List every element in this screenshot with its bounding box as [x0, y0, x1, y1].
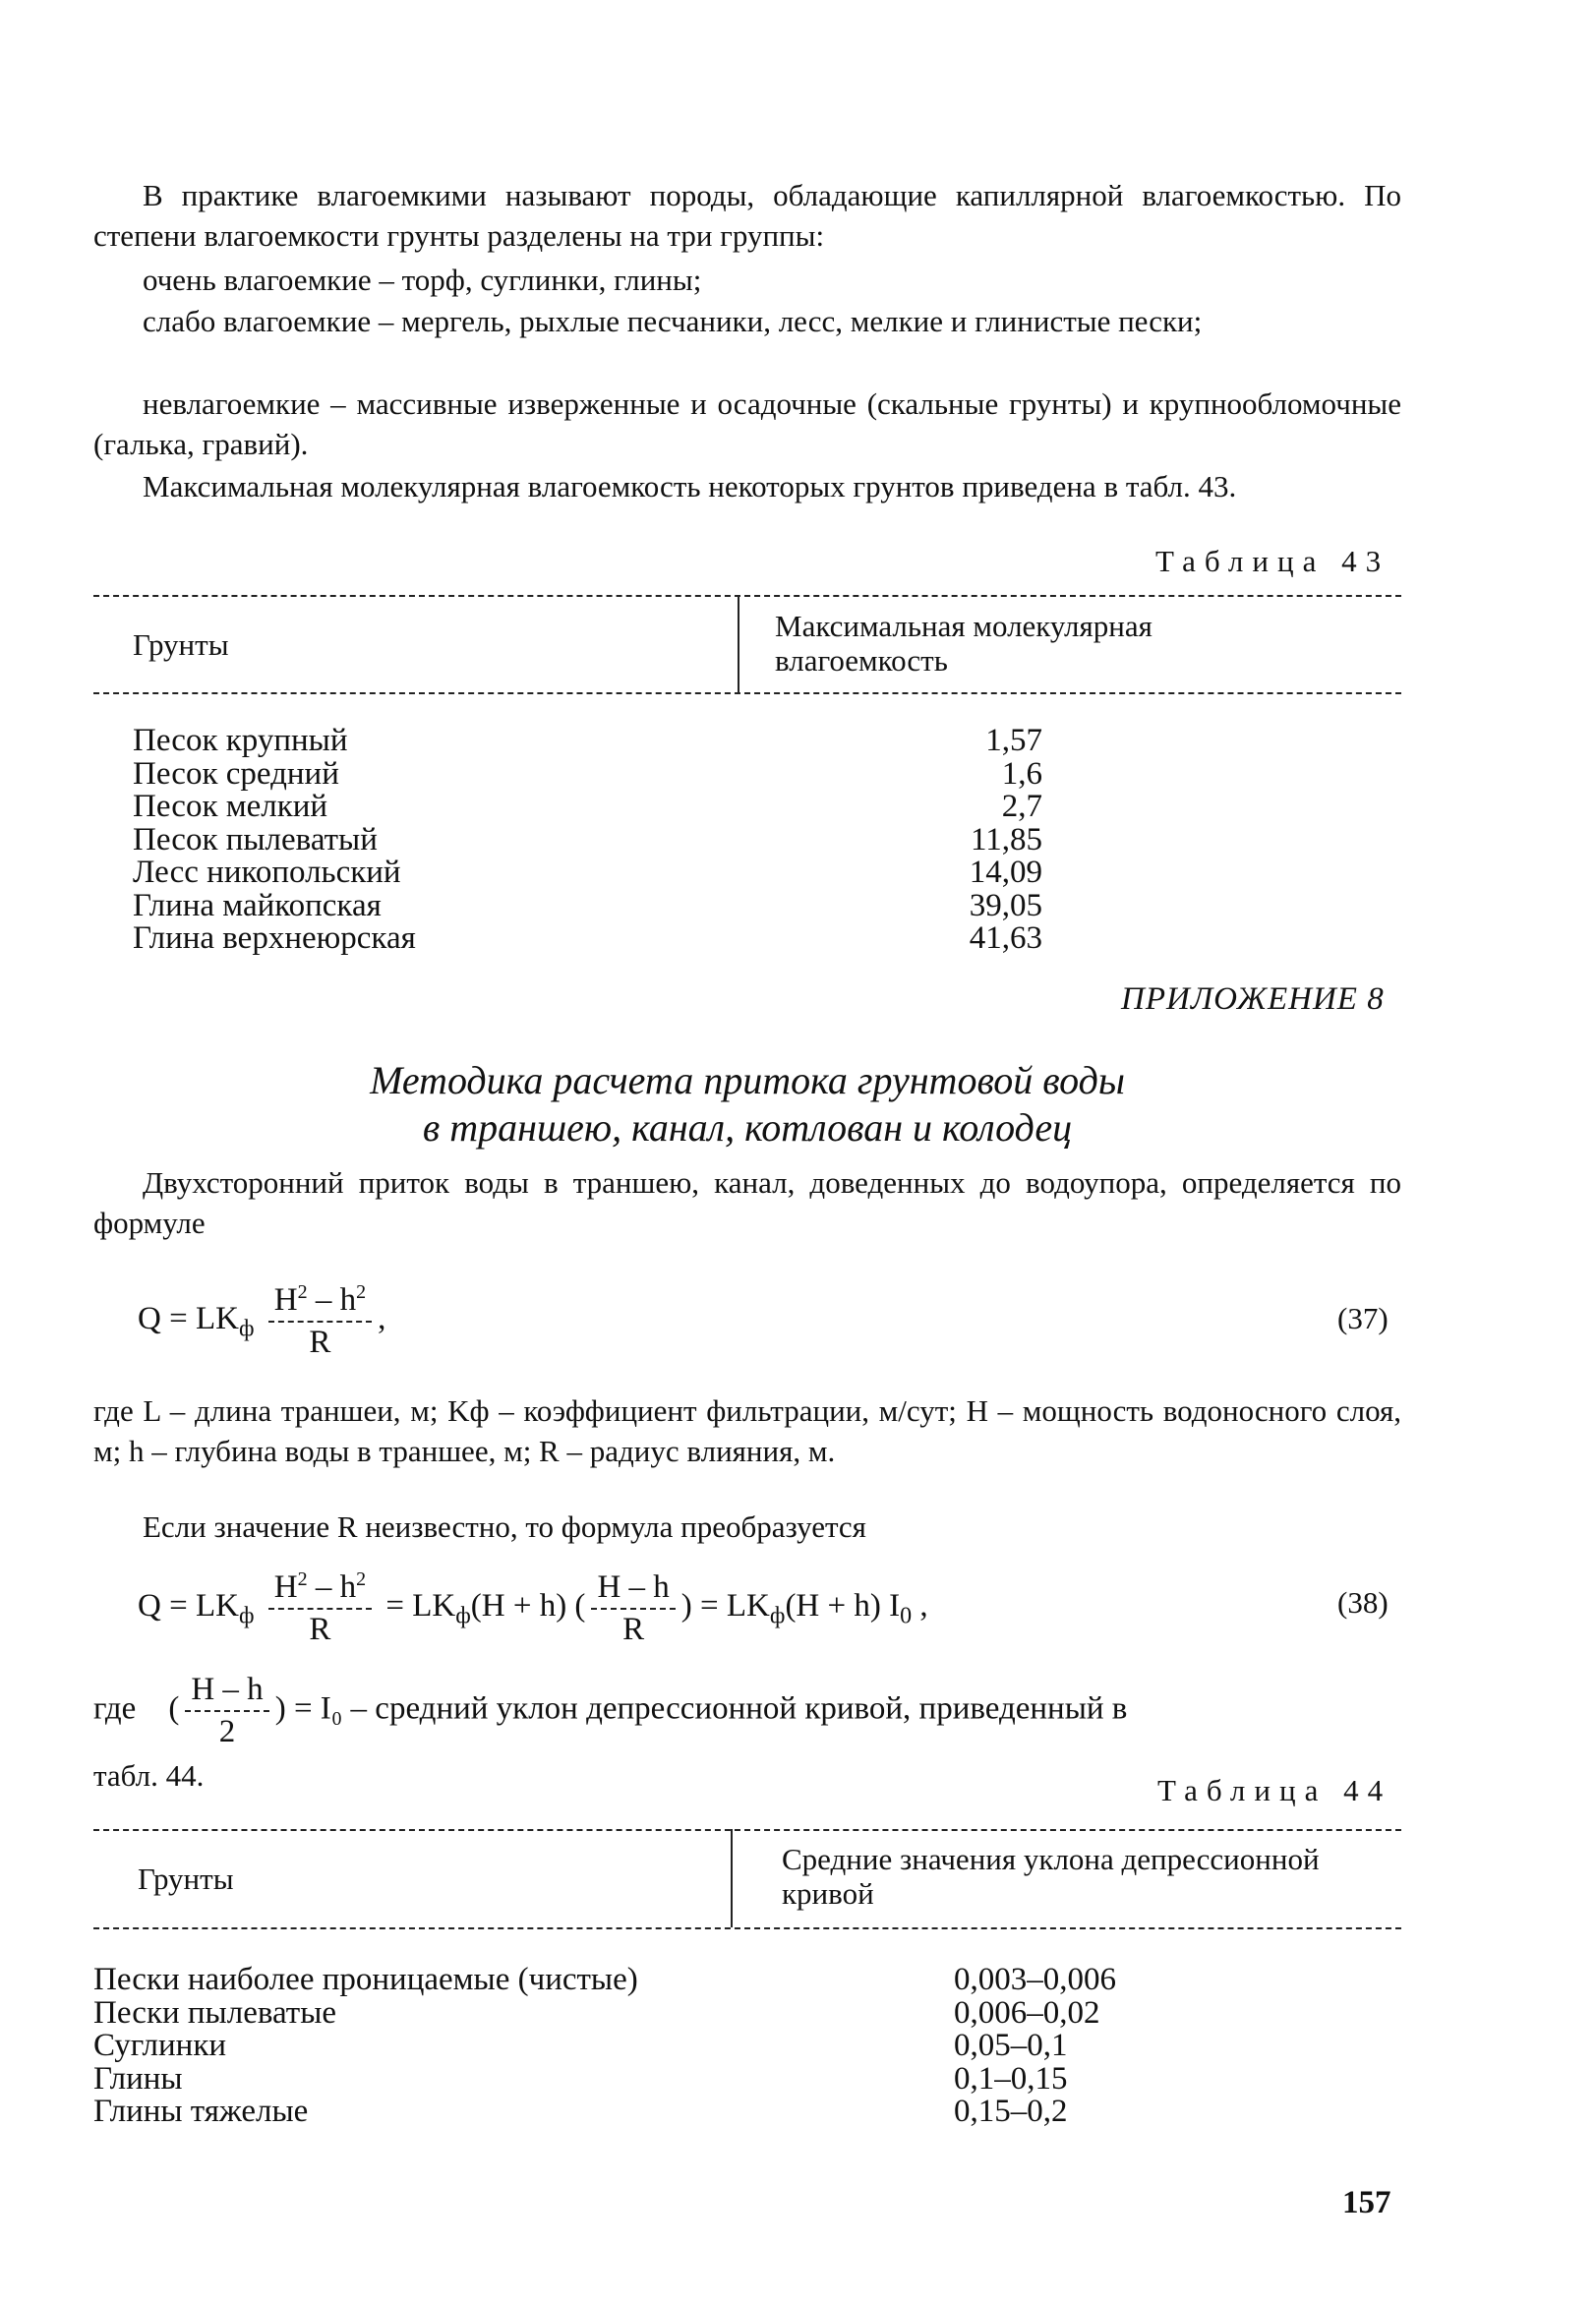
intro-paragraph-5: Максимальная молекулярная влагоемкость некоторых грунтов приведена в табл. 43. [143, 469, 1237, 503]
table-cell-value: 11,85 [970, 821, 1042, 857]
table-row: Пески наиболее проницаемые (чистые) [93, 1962, 638, 1997]
intro-paragraph-3: слабо влагоемкие – мергель, рыхлые песчаники, лесс, мелкие и глинистые пески; [143, 304, 1203, 338]
table-43-column-divider [738, 595, 739, 693]
table-43-soil-column [133, 725, 416, 956]
page-number: 157 [1342, 2185, 1391, 2220]
table-cell-value: 2,7 [1001, 789, 1042, 824]
method-paragraph-3: Если значение R неизвестно, то формула преобразуется [143, 1509, 866, 1544]
table-row: Песок средний [133, 755, 339, 792]
slope-definition: где ( $\frac{H - h}{2}$ ) = I₀ – средний уклон депрессионной кривой, приведенный в [93, 1672, 1128, 1749]
appendix-label: ПРИЛОЖЕНИЕ 8 [1121, 981, 1385, 1017]
table-43-title: Таблица 43 [1155, 544, 1390, 578]
table-cell-value: 0,15–0,2 [954, 2094, 1068, 2129]
intro-paragraph-2: очень влагоемкие – торф, суглинки, глины; [143, 263, 702, 297]
formula-38-fraction-2: $\frac{H - h}{R}$ [591, 1569, 675, 1648]
table-row: Глина майкопская [133, 887, 382, 923]
method-paragraph-2: где L – длина траншеи, м; Kф – коэффициент фильтрации, м/сут; H – мощность водоносного слоя, м; h – глубина воды в траншее, м; R – радиус влияния, м. [93, 1393, 1401, 1468]
appendix-title-line-2: в траншею, канал, котлован и колодец [422, 1105, 1073, 1150]
table-44-value-column [954, 1964, 1116, 2129]
equation-number-38: (38) [1337, 1585, 1389, 1620]
table-row: Суглинки [93, 2028, 227, 2063]
table-cell-value: 0,05–0,1 [954, 2028, 1068, 2063]
equation-number-37: (37) [1337, 1301, 1389, 1335]
method-paragraph-1: Двухсторонний приток воды в траншею, канал, доведенных до водоупора, определяется по формуле [93, 1165, 1401, 1240]
table-44-header-soils: Грунты [138, 1862, 234, 1896]
formula-38: $Q = LK_ф$ $\frac{H^2 - h^2}{R}$ = $LK_ф(H + h)$ ( $\frac{H - h}{R}$ ) = $LK_ф(H + h)$ $I_0$ , [138, 1568, 928, 1647]
table-cell-value: 41,63 [969, 920, 1042, 956]
table-44-top-rule [93, 1829, 1401, 1831]
slope-definition-text: = I₀ – средний уклон депрессионной кривой, приведенный в [293, 1690, 1128, 1727]
table-43-header-soils: Грунты [133, 627, 229, 662]
table-cell-value: 0,003–0,006 [954, 1962, 1116, 1997]
table-cell-value: 14,09 [969, 855, 1042, 890]
table-row: Лесс никопольский [133, 855, 401, 890]
table-44-header-slope: Средние значения уклона депрессионной кривой [782, 1842, 1320, 1911]
document-page [93, 0, 1401, 2305]
table-43-header-rule [93, 692, 1401, 694]
formula-37-fraction: $\frac{H^2 - h^2}{R}$ [268, 1281, 372, 1361]
table-row: Песок мелкий [133, 789, 328, 824]
table-cell-value: 1,57 [985, 723, 1042, 758]
table-row: Пески пылеватые [93, 1994, 337, 2031]
table-row: Глина верхнеюрская [133, 920, 416, 956]
table-43-header-capacity: Максимальная молекулярная влагоемкость [775, 609, 1153, 678]
table-row: Песок крупный [133, 723, 348, 758]
formula-37: $Q = LK_ф$ $\frac{H^2 - h^2}{R}$ , [138, 1281, 386, 1360]
table-43-top-rule [93, 595, 1401, 597]
table-cell-value: 0,006–0,02 [954, 1994, 1100, 2031]
table-cell-value: 1,6 [1001, 755, 1042, 792]
intro-paragraph-1: В практике влагоемкими называют породы, обладающие капиллярной влагоемкостью. По степени влагоемкости грунты разделены на три группы: [93, 178, 1401, 253]
slope-fraction: $\frac{H - h}{2}$ [185, 1672, 268, 1750]
formula-38-fraction-1: $\frac{H^2 - h^2}{R}$ [268, 1568, 372, 1648]
table-43-value-column [944, 725, 1042, 956]
table-row: Песок пылеватый [133, 821, 378, 857]
table-row: Глины тяжелые [93, 2094, 309, 2129]
table-44-column-divider [731, 1829, 733, 1927]
table-cell-value: 39,05 [969, 887, 1042, 923]
table-row: Глины [93, 2060, 183, 2097]
table-cell-value: 0,1–0,15 [954, 2060, 1068, 2097]
intro-paragraph-4: невлагоемкие – массивные изверженные и осадочные (скальные грунты) и крупнообломочные (галька, гравий). [93, 386, 1401, 461]
table-44-soil-column [93, 1964, 638, 2129]
table-44-header-rule [93, 1927, 1401, 1929]
slope-definition-end: табл. 44. [93, 1758, 205, 1793]
appendix-title-line-1: Методика расчета притока грунтовой воды [370, 1058, 1125, 1102]
where-label: где [93, 1690, 137, 1727]
table-44-title: Таблица 44 [1157, 1773, 1392, 1807]
